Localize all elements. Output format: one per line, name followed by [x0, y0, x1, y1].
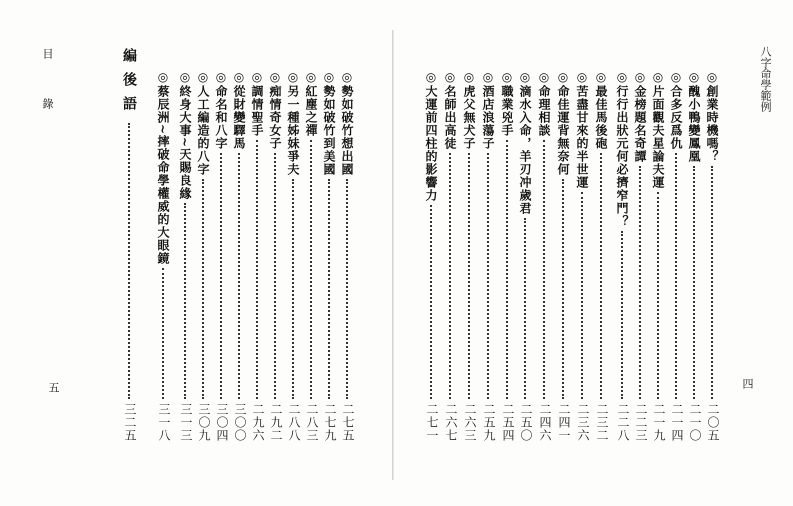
- toc-entry[interactable]: ◎酒店浪蕩子 二五九: [481, 70, 496, 442]
- toc-entry[interactable]: ◎人工編造的八字 三〇九: [196, 70, 211, 442]
- toc-entry[interactable]: ◎蔡辰洲~摔破命學權威的大眼鏡 三一八: [156, 70, 171, 442]
- toc-entry[interactable]: ◎片面觀夫星論夫運 二一九: [651, 70, 666, 442]
- toc-entry[interactable]: ◎金榜題名奇譚 二二三: [633, 70, 648, 442]
- toc-entry[interactable]: ◎另一種姊妹爭夫 二八八: [286, 70, 301, 442]
- toc-entry[interactable]: ◎紅塵之禪 二八三: [304, 70, 319, 442]
- toc-entry[interactable]: ◎虎父無犬子 二六三: [462, 70, 477, 442]
- toc-entry[interactable]: ◎行行出狀元何必擠窄門？ 二二八: [615, 70, 630, 442]
- toc-entry[interactable]: ◎大運前四柱的影響力 二七一: [424, 70, 439, 442]
- page-header: 目 錄: [41, 48, 54, 123]
- toc-entry[interactable]: ◎苦盡甘來的半世運 二三六: [575, 70, 590, 442]
- toc-entry[interactable]: ◎名師出高徒 二六七: [443, 70, 458, 442]
- toc-entry[interactable]: ◎滴水入命，羊刃冲歲君 二五〇: [518, 70, 533, 442]
- toc-entry[interactable]: ◎命名和八字 三〇四: [214, 70, 229, 442]
- toc-entry[interactable]: ◎終身大事~天賜良緣 三一三: [178, 70, 193, 442]
- toc-entry[interactable]: ◎命理相談 二四六: [537, 70, 552, 442]
- toc-entry[interactable]: ◎創業時機嗎？ 二〇五: [705, 70, 720, 442]
- toc-entry[interactable]: ◎醜小鴨變鳳凰 二一〇: [687, 70, 702, 442]
- toc-entry[interactable]: ◎勢如破竹想出國 二七五: [340, 70, 355, 442]
- toc-entry[interactable]: ◎合多反爲仇 二一四: [669, 70, 684, 442]
- toc-entry[interactable]: ◎職業兇手 二五四: [500, 70, 515, 442]
- page-header: 八字命學範例: [759, 46, 772, 112]
- toc-entry[interactable]: ◎最佳馬後砲 二三二: [594, 70, 609, 442]
- toc-entry[interactable]: ◎調情聖手 二九六: [250, 70, 265, 442]
- toc-entry[interactable]: ◎勢如破竹到美國 二七九: [322, 70, 337, 442]
- toc-entry[interactable]: ◎痴情奇女子 二九二: [268, 70, 283, 442]
- book-gutter: [392, 30, 394, 480]
- toc-entry-afterword[interactable]: 編後語 三二五: [121, 48, 137, 442]
- page-number: 四: [741, 378, 754, 389]
- toc-entry[interactable]: ◎從財變驛馬 三〇〇: [232, 70, 247, 442]
- page-number: 五: [47, 382, 60, 393]
- toc-entry[interactable]: ◎命佳運背無奈何 二四一: [556, 70, 571, 442]
